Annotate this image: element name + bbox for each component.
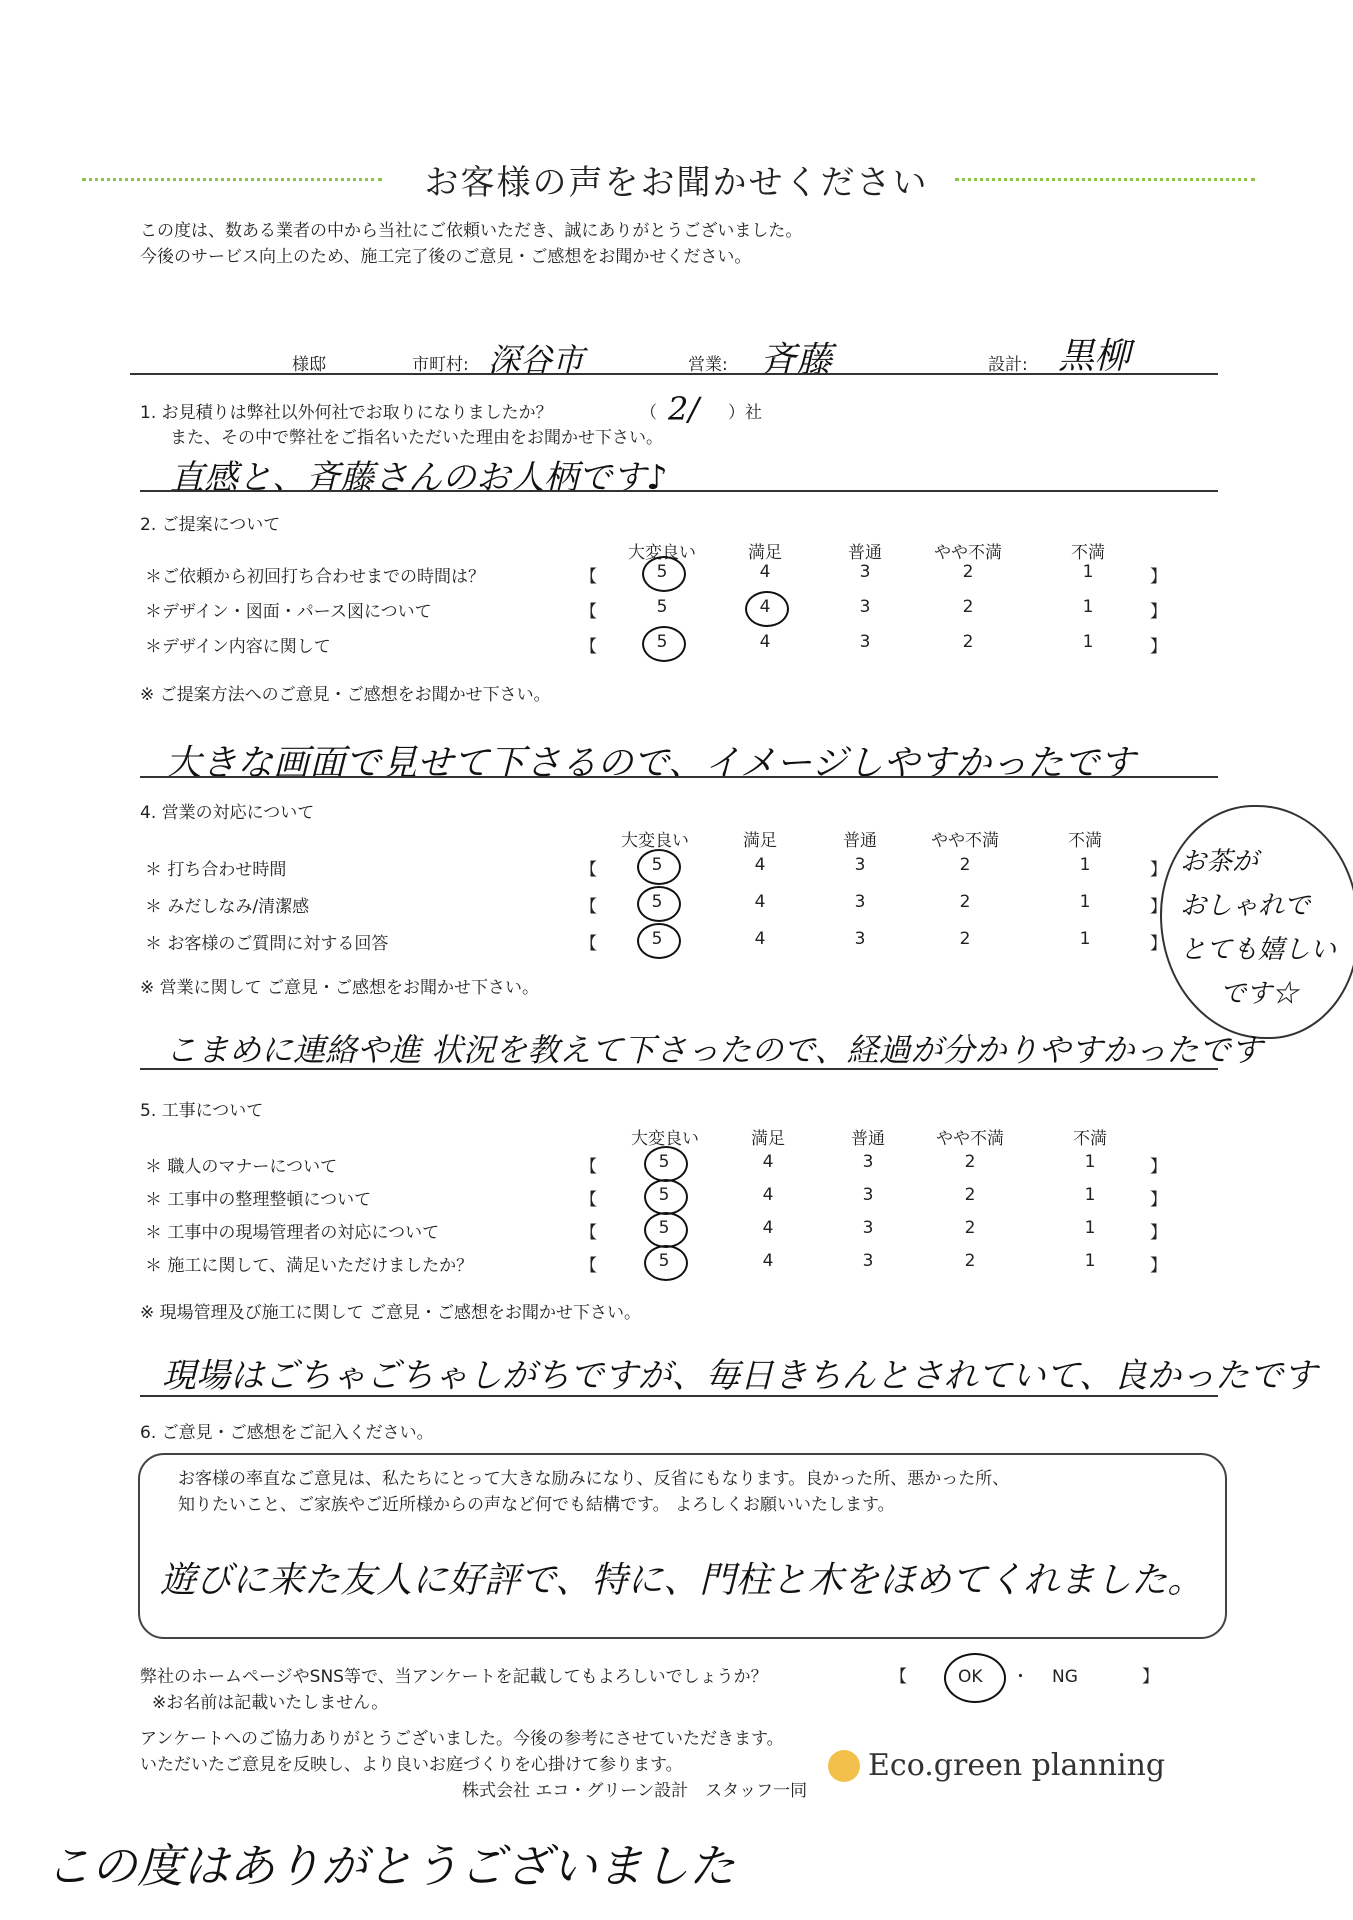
selected-rating-circle [644, 1179, 688, 1215]
q5-bracket-close: 】 [1150, 1157, 1167, 1177]
selected-rating-circle [745, 591, 789, 627]
q2-row-label: ＊ご依頼から初回打ち合わせまでの時間は？ [145, 567, 485, 587]
q5-rating-row [620, 1185, 1160, 1209]
rating-option-4[interactable]: 4 [762, 1218, 774, 1238]
city-value: 深谷市 [488, 341, 585, 379]
q2-underline [140, 776, 1218, 778]
scale-label-3: 普通 [848, 543, 882, 563]
sales-value: 斉藤 [760, 340, 833, 381]
company-logo [868, 1748, 1165, 1783]
rating-option-1[interactable]: 1 [1082, 562, 1094, 582]
customer-underline [130, 373, 1218, 375]
rating-option-5[interactable]: 5 [658, 1152, 670, 1172]
footer-line-2: いただいたご意見を反映し、より良いお庭づくりを心掛けて参ります。 [140, 1755, 683, 1775]
rating-option-4[interactable]: 4 [754, 855, 766, 875]
q2-bracket-open: 【 [580, 567, 597, 587]
q1-answer: 直感と、斉藤さんのお人柄です♪ [170, 458, 668, 498]
q5-row-label: ＊ 職人のマナーについて [145, 1157, 338, 1177]
rating-option-3[interactable]: 3 [854, 929, 866, 949]
q2-rating-row [620, 562, 1160, 586]
rating-option-2[interactable]: 2 [959, 929, 971, 949]
cloud-note-line-2: おしゃれで [1180, 891, 1311, 921]
q2-bracket-open: 【 [580, 602, 597, 622]
rating-option-5[interactable]: 5 [656, 597, 668, 617]
q5-row-label: ＊ 工事中の現場管理者の対応について [145, 1223, 440, 1243]
rating-option-5[interactable]: 5 [656, 562, 668, 582]
q5-row-label: ＊ 施工に関して、満足いただけましたか？ [145, 1256, 474, 1276]
q5-bracket-open: 【 [580, 1190, 597, 1210]
selected-rating-circle [642, 556, 686, 592]
rating-option-1[interactable]: 1 [1084, 1185, 1096, 1205]
q2-rating-row [620, 597, 1160, 621]
q4-bracket-close: 】 [1150, 860, 1167, 880]
scale-label-5: 大変良い [628, 543, 696, 563]
consent-ok[interactable]: OK [958, 1667, 983, 1687]
rating-option-5[interactable]: 5 [651, 855, 663, 875]
q5-scale-header [620, 1124, 1160, 1148]
q5-bracket-close: 】 [1150, 1190, 1167, 1210]
rating-option-4[interactable]: 4 [762, 1185, 774, 1205]
scale-label-2: やや不満 [931, 831, 999, 851]
consent-ng[interactable]: NG [1052, 1667, 1078, 1687]
rating-option-4[interactable]: 4 [754, 892, 766, 912]
q2-row-label: ＊デザイン・図面・パース図について [145, 602, 432, 622]
scale-label-4: 満足 [751, 1129, 785, 1149]
rating-option-3[interactable]: 3 [862, 1251, 874, 1271]
scale-label-2: やや不満 [936, 1129, 1004, 1149]
rating-option-1[interactable]: 1 [1084, 1218, 1096, 1238]
q5-underline [140, 1395, 1218, 1397]
rating-option-3[interactable]: 3 [854, 855, 866, 875]
q5-bracket-open: 【 [580, 1256, 597, 1276]
rating-option-3[interactable]: 3 [859, 597, 871, 617]
page-title: お客様の声をお聞かせください [424, 163, 929, 203]
rating-option-5[interactable]: 5 [651, 929, 663, 949]
selected-rating-circle [642, 626, 686, 662]
design-label: 設計: [988, 355, 1028, 375]
design-value: 黒柳 [1058, 336, 1131, 377]
q4-rating-row [620, 855, 1160, 879]
q4-bracket-close: 】 [1150, 897, 1167, 917]
rating-option-5[interactable]: 5 [658, 1218, 670, 1238]
q4-row-label: ＊ お客様のご質問に対する回答 [145, 934, 389, 954]
q2-bracket-close: 】 [1150, 602, 1167, 622]
rating-option-2[interactable]: 2 [962, 562, 974, 582]
scale-label-1: 不満 [1073, 1129, 1107, 1149]
q6-box-line-2: 知りたいこと、ご家族やご近所様からの声など何でも結構です。 よろしくお願いいたします。 [178, 1495, 895, 1515]
q5-rating-row [620, 1152, 1160, 1176]
city-label: 市町村: [412, 355, 469, 375]
cloud-note-line-1: お茶が [1180, 847, 1259, 877]
q2-row-label: ＊デザイン内容に関して [145, 637, 331, 657]
q4-bracket-open: 【 [580, 934, 597, 954]
q4-rating-row [620, 929, 1160, 953]
footer-line-3: 株式会社 エコ・グリーン設計 スタッフ一同 [462, 1781, 808, 1801]
q5-row-label: ＊ 工事中の整理整頓について [145, 1190, 372, 1210]
vine-decoration-right [955, 178, 1255, 183]
q1-line-1: 1. お見積りは弊社以外何社でお取りになりましたか？ [140, 403, 553, 423]
cloud-note-text [1180, 840, 1336, 1016]
rating-option-3[interactable]: 3 [862, 1152, 874, 1172]
q4-scale-header [620, 826, 1160, 850]
q5-rating-row [620, 1251, 1160, 1275]
rating-option-1[interactable]: 1 [1079, 892, 1091, 912]
rating-option-2[interactable]: 2 [959, 855, 971, 875]
q4-answer: こまめに連絡や進 状況を教えて下さったので、経過が分かりやすかったです [165, 1031, 1263, 1069]
tree-icon [828, 1750, 860, 1782]
q4-rating-row [620, 892, 1160, 916]
rating-option-2[interactable]: 2 [962, 597, 974, 617]
consent-dot: ・ [1012, 1667, 1029, 1687]
q2-bracket-open: 【 [580, 637, 597, 657]
q1-count-close: ）社 [728, 403, 762, 423]
q1-count-open: （ [640, 403, 657, 423]
sales-label: 営業: [688, 355, 728, 375]
selected-rating-circle [637, 849, 681, 885]
selected-rating-circle [644, 1212, 688, 1248]
rating-option-1[interactable]: 1 [1084, 1152, 1096, 1172]
rating-option-2[interactable]: 2 [962, 632, 974, 652]
q5-rating-row [620, 1218, 1160, 1242]
q5-bracket-open: 【 [580, 1223, 597, 1243]
q5-bracket-open: 【 [580, 1157, 597, 1177]
scale-label-3: 普通 [851, 1129, 885, 1149]
q2-title: 2. ご提案について [140, 515, 281, 535]
q4-row-label: ＊ 打ち合わせ時間 [145, 860, 287, 880]
rating-option-4[interactable]: 4 [759, 597, 771, 617]
selected-rating-circle [644, 1146, 688, 1182]
rating-option-5[interactable]: 5 [658, 1185, 670, 1205]
rating-option-1[interactable]: 1 [1079, 855, 1091, 875]
q5-title: 5. 工事について [140, 1101, 264, 1121]
selected-rating-circle [637, 886, 681, 922]
q2-comment-prompt: ※ ご提案方法へのご意見・ご感想をお聞かせ下さい。 [140, 685, 551, 705]
q1-count-value: 2/ [668, 390, 700, 428]
selected-rating-circle [644, 1245, 688, 1281]
rating-option-5[interactable]: 5 [651, 892, 663, 912]
rating-option-3[interactable]: 3 [862, 1218, 874, 1238]
q5-comment-prompt: ※ 現場管理及び施工に関して ご意見・ご感想をお聞かせ下さい。 [140, 1303, 642, 1323]
q6-title: 6. ご意見・ご感想をご記入ください。 [140, 1423, 434, 1443]
rating-option-1[interactable]: 1 [1082, 597, 1094, 617]
rating-option-4[interactable]: 4 [759, 632, 771, 652]
consent-bracket-open: 【 [890, 1667, 907, 1687]
scale-label-5: 大変良い [631, 1129, 699, 1149]
q2-scale-header [620, 538, 1160, 562]
intro-line-2: 今後のサービス向上のため、施工完了後のご意見・ご感想をお聞かせください。 [140, 247, 752, 267]
intro-line-1: この度は、数ある業者の中から当社にご依頼いただき、誠にありがとうございました。 [140, 221, 803, 241]
rating-option-2[interactable]: 2 [964, 1218, 976, 1238]
rating-option-2[interactable]: 2 [964, 1185, 976, 1205]
scale-label-4: 満足 [748, 543, 782, 563]
rating-option-1[interactable]: 1 [1079, 929, 1091, 949]
scale-label-1: 不満 [1071, 543, 1105, 563]
intro-text [140, 218, 802, 270]
consent-question: 弊社のホームページやSNS等で、当アンケートを記載してもよろしいでしょうか？ [140, 1667, 768, 1687]
rating-option-1[interactable]: 1 [1084, 1251, 1096, 1271]
company-logo-text: Eco.green planning [868, 1748, 1166, 1783]
q5-bracket-close: 】 [1150, 1256, 1167, 1276]
cloud-note-line-3: とても嬉しい [1180, 935, 1337, 965]
scale-label-5: 大変良い [621, 831, 689, 851]
q4-underline [140, 1068, 1218, 1070]
rating-option-4[interactable]: 4 [759, 562, 771, 582]
sama-label: 様邸 [292, 355, 326, 375]
q4-title: 4. 営業の対応について [140, 803, 315, 823]
rating-option-3[interactable]: 3 [854, 892, 866, 912]
q1-underline [140, 490, 1218, 492]
q5-bracket-close: 】 [1150, 1223, 1167, 1243]
q2-rating-row [620, 632, 1160, 656]
q1-line-2: また、その中で弊社をご指名いただいた理由をお聞かせ下さい。 [170, 428, 663, 448]
consent-note: ※お名前は記載いたしません。 [152, 1693, 389, 1713]
rating-option-5[interactable]: 5 [658, 1251, 670, 1271]
consent-bracket-close: 】 [1142, 1667, 1159, 1687]
q4-comment-prompt: ※ 営業に関して ご意見・ご感想をお聞かせ下さい。 [140, 978, 540, 998]
q4-bracket-open: 【 [580, 897, 597, 917]
rating-option-2[interactable]: 2 [964, 1152, 976, 1172]
q5-answer: 現場はごちゃごちゃしがちですが、毎日きちんとされていて、良かったです [162, 1356, 1317, 1396]
rating-option-3[interactable]: 3 [862, 1185, 874, 1205]
selected-rating-circle [637, 923, 681, 959]
q4-row-label: ＊ みだしなみ/清潔感 [145, 897, 310, 917]
rating-option-4[interactable]: 4 [754, 929, 766, 949]
q2-answer: 大きな画面で見せて下さるので、イメージしやすかったです [165, 743, 1136, 784]
q4-bracket-close: 】 [1150, 934, 1167, 954]
rating-option-5[interactable]: 5 [656, 632, 668, 652]
q6-answer: 遊びに来た友人に好評で、特に、門柱と木をほめてくれました。 [160, 1560, 1204, 1601]
rating-option-2[interactable]: 2 [959, 892, 971, 912]
rating-option-3[interactable]: 3 [859, 562, 871, 582]
scale-label-3: 普通 [843, 831, 877, 851]
footer-line-1: アンケートへのご協力ありがとうございました。今後の参考にさせていただきます。 [140, 1729, 784, 1749]
scale-label-2: やや不満 [934, 543, 1002, 563]
rating-option-4[interactable]: 4 [762, 1152, 774, 1172]
q2-bracket-close: 】 [1150, 637, 1167, 657]
scale-label-1: 不満 [1068, 831, 1102, 851]
cloud-note-line-4: です☆ [1220, 979, 1299, 1009]
q4-bracket-open: 【 [580, 860, 597, 880]
rating-option-3[interactable]: 3 [859, 632, 871, 652]
rating-option-2[interactable]: 2 [964, 1251, 976, 1271]
rating-option-1[interactable]: 1 [1082, 632, 1094, 652]
rating-option-4[interactable]: 4 [762, 1251, 774, 1271]
q6-box-line-1: お客様の率直なご意見は、私たちにとって大きな励みになり、反省にもなります。良かった所、悪かった所、 [178, 1469, 1010, 1489]
footer-handwritten-thanks: この度はありがとうございました [45, 1839, 735, 1893]
q2-bracket-close: 】 [1150, 567, 1167, 587]
scale-label-4: 満足 [743, 831, 777, 851]
